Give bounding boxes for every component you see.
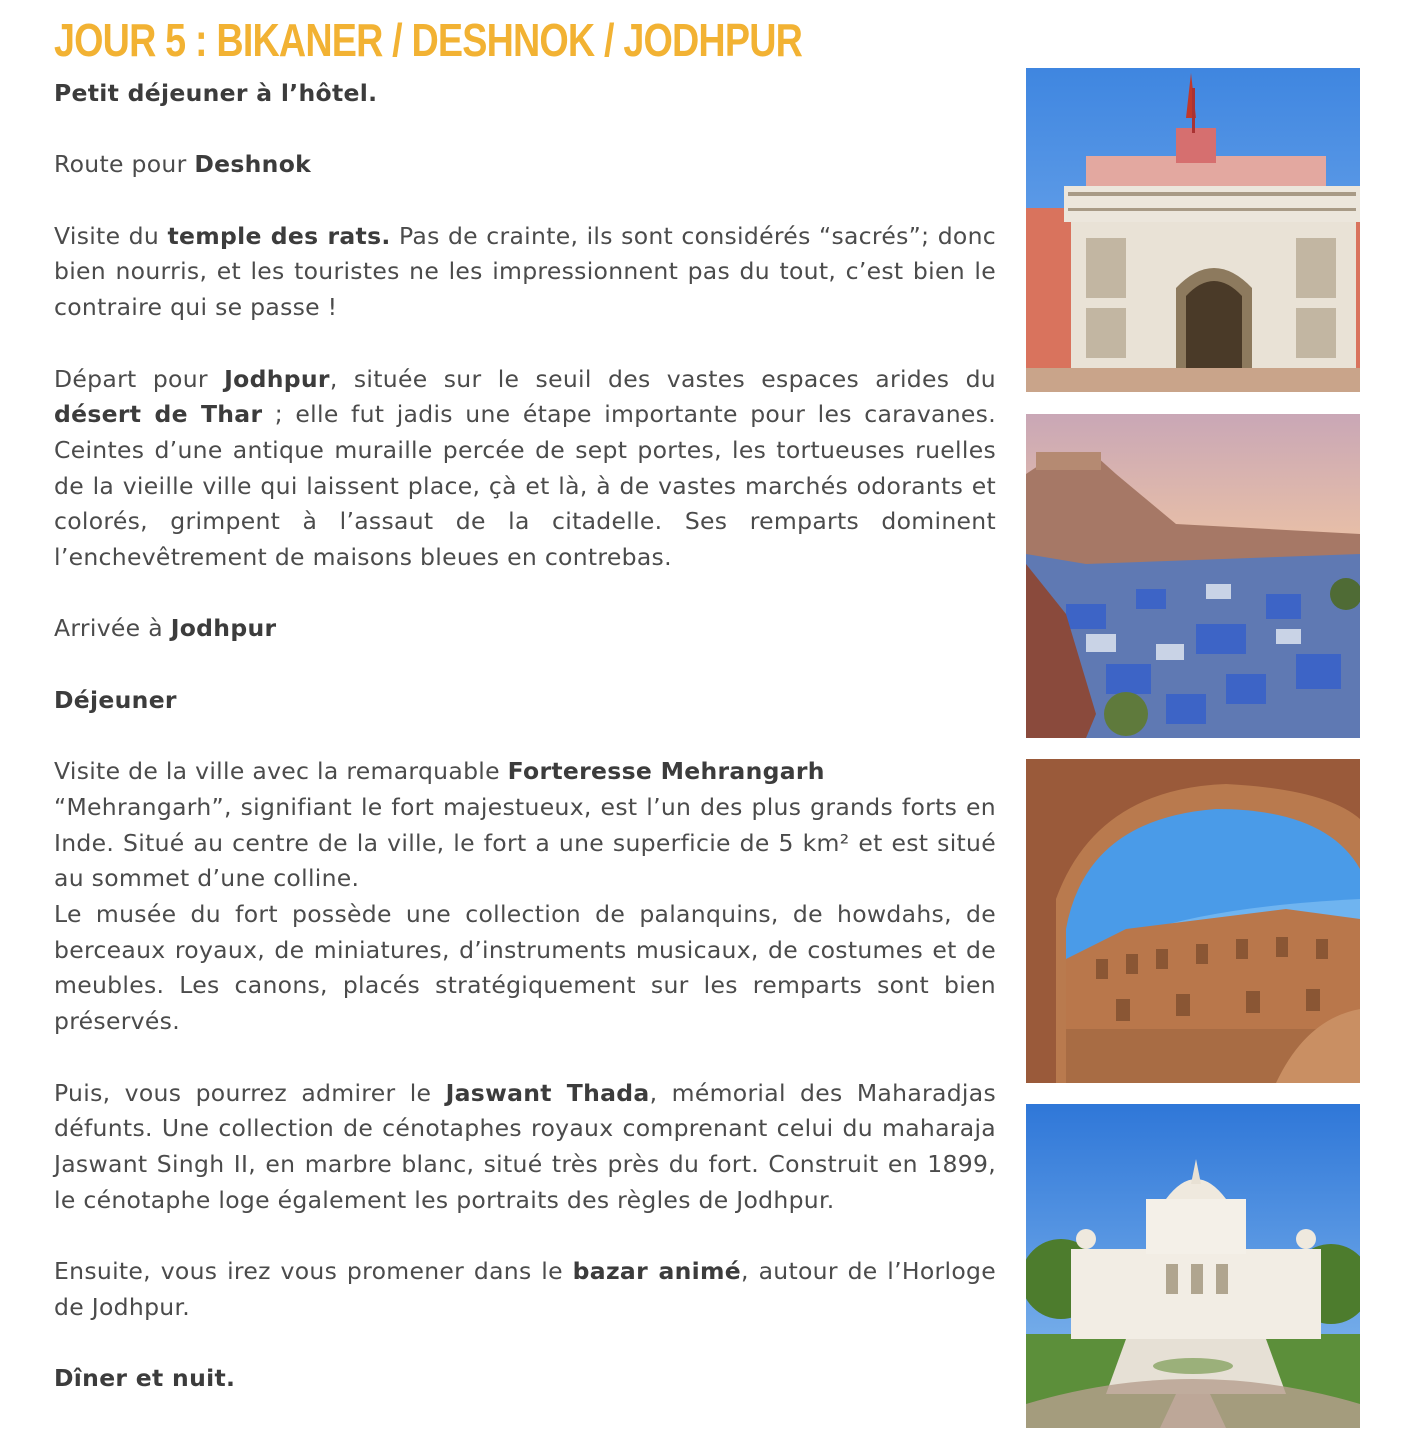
jaswant-intro: Puis, vous pourrez admirer le [54,1078,446,1107]
arrival-text: Arrivée à [54,614,171,643]
paragraph-dinner [54,1361,996,1397]
blue-city-photo [1026,414,1360,738]
departure-text: , située sur le seuil des vastes espaces arides du [329,364,996,393]
departure-intro: Départ pour [54,364,225,393]
paragraph-arrival [54,611,996,647]
bazaar-intro: Ensuite, vous irez vous promener dans le [54,1257,573,1286]
paragraph-lunch [54,683,996,719]
paragraph-rat-temple [54,219,996,326]
mehrangarh-description: “Mehrangarh”, signifiant le fort majestueux, est l’un des plus grands forts en Inde. Situé au centre de la ville, le fort a une superficie de 5 km² et est situé au sommet d’une colline. [54,792,996,893]
rat-temple-intro: Visite du [54,221,168,250]
bazaar-text: , autour de l’Horloge de Jodhpur. [54,1257,997,1321]
paragraph-mehrangarh [54,754,996,1040]
rat-temple-photo [1026,68,1360,392]
jaswant-thada-photo [1026,1104,1360,1428]
jaswant-description: , mémorial des Maharadjas défunts. Une collection de cénotaphes royaux comprenant celui du maharaja Jaswant Singh II, en marbre blanc, situé très près du fort. Construit en 1899, le cénotaphe loge également les portraits des règles de Jodhpur. [54,1078,996,1214]
arrival-city: Jodhpur [170,614,277,643]
museum-description: Le musée du fort possède une collection de palanquins, de howdahs, de berceaux royaux, de miniatures, d’instruments musicaux, de costumes et de meubles. Les canons, placés stratégiquement sur les remparts sont bien préservés. [54,900,996,1036]
mehrangarh-intro: Visite de la ville avec la remarquable [54,757,508,786]
lunch-text: Déjeuner [54,685,177,714]
paragraph-route [54,147,996,183]
paragraph-breakfast [54,76,996,112]
jodhpur-description: ; elle fut jadis une étape importante pour les caravanes. Ceintes d’une antique muraille percée de sept portes, les tortueuses ruelles de la vieille ville qui laissent place, çà et là, à de vastes marchés odorants et colorés, grimpent à l’assaut de la citadelle. Ses remparts dominent l’enchevêtrement de maisons bleues en contrebas. [54,400,996,572]
route-destination: Deshnok [194,150,312,179]
departure-city: Jodhpur [224,364,330,393]
thar-desert: désert de Thar [54,400,263,429]
mehrangarh-fort-photo [1026,759,1360,1083]
breakfast-text: Petit déjeuner à l’hôtel. [54,79,378,107]
page-title: JOUR 5 : BIKANER / DESHNOK / JODHPUR [54,14,803,66]
bazaar-name: bazar animé [572,1257,742,1286]
dinner-text: Dîner et nuit. [54,1364,236,1393]
rat-temple-name: temple des rats. [167,221,391,250]
paragraph-bazaar [54,1254,996,1325]
rat-temple-text: Pas de crainte, ils sont considérés “sacrés”; donc bien nourris, et les touristes ne les impressionnent pas du tout, c’est bien le contraire qui se passe ! [54,221,997,322]
mehrangarh-name: Forteresse Mehrangarh [507,757,825,786]
jaswant-thada-name: Jaswant Thada [445,1078,650,1107]
route-text: Route pour [54,150,195,179]
itinerary-text [54,76,996,1433]
paragraph-jaswant-thada [54,1076,996,1219]
paragraph-jodhpur-departure [54,362,996,576]
